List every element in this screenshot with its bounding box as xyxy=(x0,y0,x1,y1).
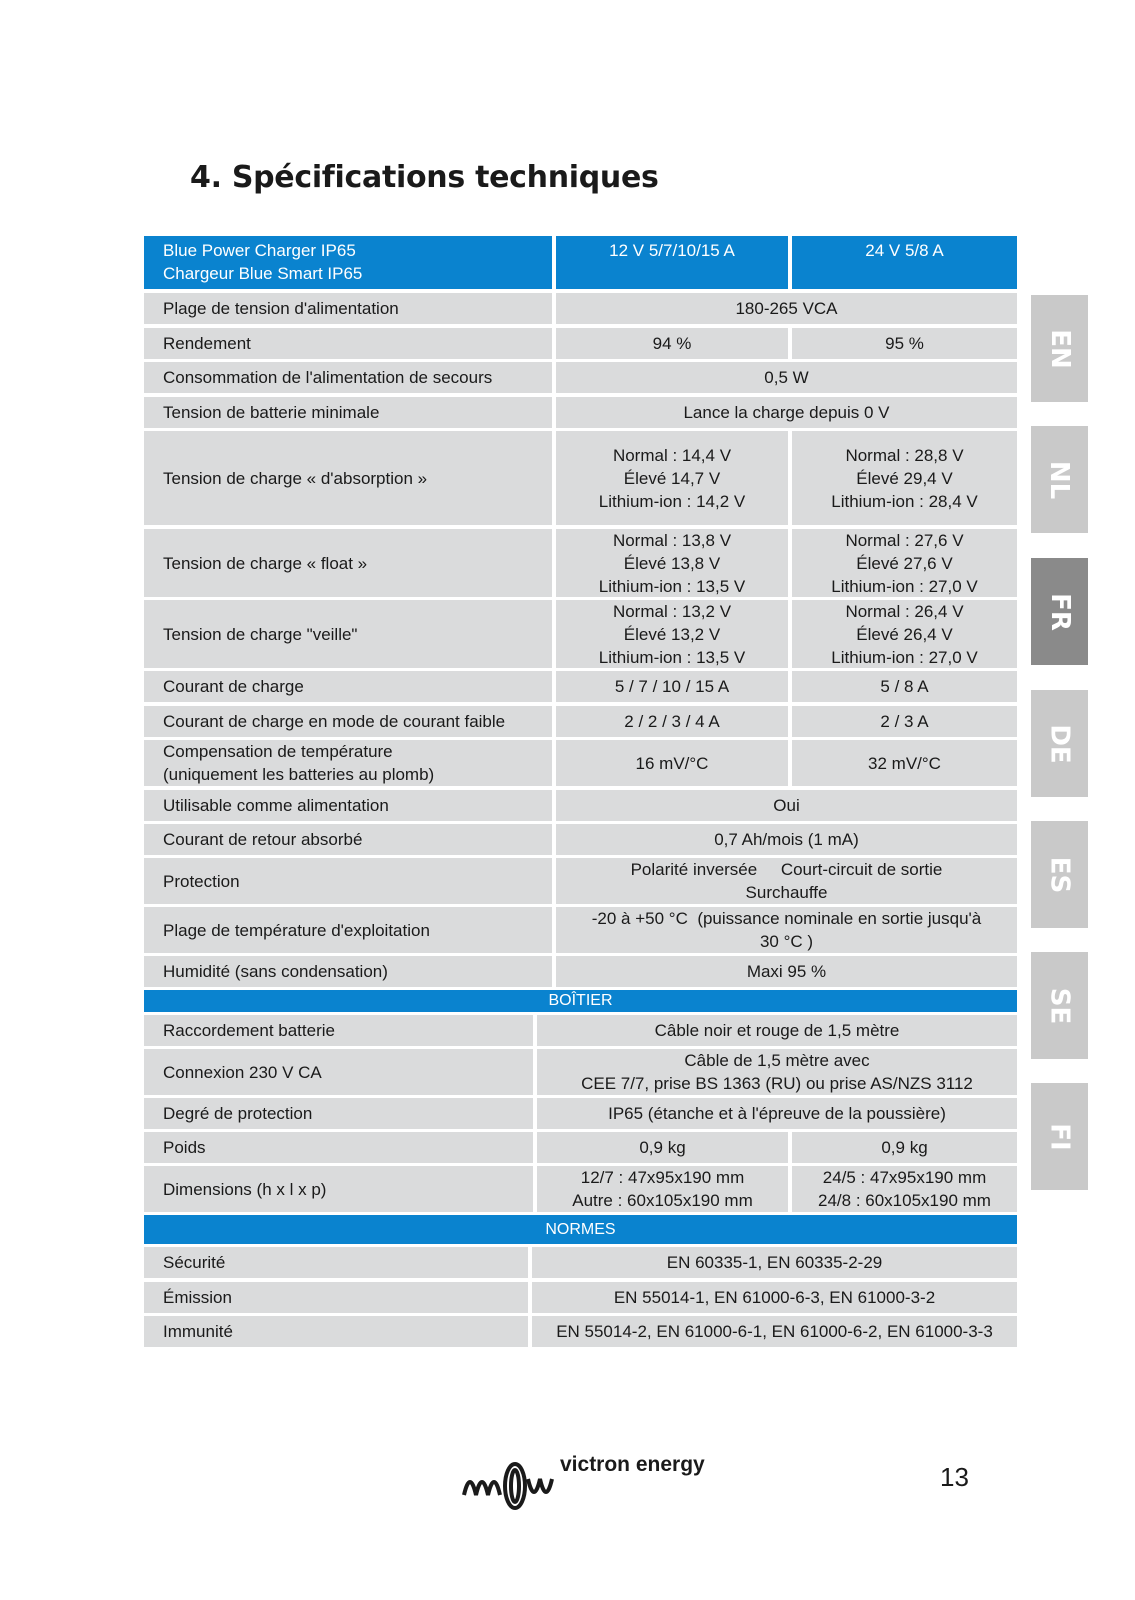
brand-name: victron energy xyxy=(560,1453,705,1476)
row-value-24v: 5 / 8 A xyxy=(792,671,1017,702)
value-line: 12/7 : 47x95x190 mm xyxy=(580,1168,745,1187)
row-value: Câble noir et rouge de 1,5 mètre xyxy=(537,1015,1017,1046)
row-value-24v xyxy=(792,600,1017,668)
header-product xyxy=(144,236,552,289)
value-line: Normal : 27,6 V xyxy=(845,530,964,550)
row-value-24v xyxy=(792,529,1017,597)
table-header xyxy=(144,236,1017,289)
value-line: Élevé 27,6 V xyxy=(856,553,953,573)
lang-tab-label: ES xyxy=(1044,856,1075,893)
lang-tab-label: NL xyxy=(1044,460,1075,499)
table-row xyxy=(144,1049,1017,1095)
row-label: Plage de tension d'alimentation xyxy=(144,293,552,324)
row-value: 180-265 VCA xyxy=(556,293,1017,324)
lang-tab-es[interactable] xyxy=(1031,821,1088,928)
value-line: CEE 7/7, prise BS 1363 (RU) ou prise AS/NZS 3112 xyxy=(581,1074,973,1093)
lang-tab-label: FI xyxy=(1044,1122,1075,1151)
value-line: Câble de 1,5 mètre avec xyxy=(684,1051,870,1070)
row-label: Protection xyxy=(144,858,552,904)
value-line: Autre : 60x105x190 mm xyxy=(572,1191,753,1210)
table-row xyxy=(144,1282,1017,1313)
table-row xyxy=(144,956,1017,987)
value-line: Polarité inversée Court-circuit de sortie xyxy=(630,860,943,879)
row-value: Lance la charge depuis 0 V xyxy=(556,397,1017,428)
table-row xyxy=(144,1247,1017,1278)
value-line: Élevé 13,8 V xyxy=(623,553,721,573)
table-row xyxy=(144,293,1017,324)
row-value-12v xyxy=(537,1166,788,1212)
row-label: Tension de batterie minimale xyxy=(144,397,552,428)
value-line: -20 à +50 °C (puissance nominale en sortie jusqu'à xyxy=(591,909,982,928)
table-row xyxy=(144,600,1017,668)
header-col-12v: 12 V 5/7/10/15 A xyxy=(556,236,788,289)
value-line: Élevé 13,2 V xyxy=(623,624,721,644)
page-title: 4. Spécifications techniques xyxy=(190,160,659,195)
row-label: Plage de température d'exploitation xyxy=(144,907,552,953)
value-line: Élevé 14,7 V xyxy=(623,468,721,488)
value-line: Lithium-ion : 13,5 V xyxy=(598,647,746,667)
lang-tab-se[interactable] xyxy=(1031,952,1088,1059)
value-line: Lithium-ion : 27,0 V xyxy=(831,647,978,667)
table-row xyxy=(144,397,1017,428)
row-value: Oui xyxy=(556,790,1017,821)
value-line: Normal : 14,4 V xyxy=(612,445,732,465)
lang-tab-label: EN xyxy=(1044,328,1075,369)
table-row xyxy=(144,740,1017,786)
row-label: Humidité (sans condensation) xyxy=(144,956,552,987)
row-label: Tension de charge "veille" xyxy=(144,600,552,668)
value-line: 24/8 : 60x105x190 mm xyxy=(818,1191,991,1210)
row-label: Raccordement batterie xyxy=(144,1015,533,1046)
victron-logo-icon xyxy=(460,1455,555,1517)
product-name-1: Blue Power Charger IP65 xyxy=(163,241,356,260)
lang-tab-en[interactable] xyxy=(1031,295,1088,402)
row-value: EN 55014-2, EN 61000-6-1, EN 61000-6-2, EN 61000-3-3 xyxy=(532,1316,1017,1347)
row-label: Tension de charge « float » xyxy=(144,529,552,597)
value-line: Lithium-ion : 28,4 V xyxy=(831,491,978,511)
row-value: IP65 (étanche et à l'épreuve de la poussière) xyxy=(537,1098,1017,1129)
table-row xyxy=(144,671,1017,702)
row-label: Courant de charge en mode de courant faible xyxy=(144,706,552,737)
value-line: Élevé 26,4 V xyxy=(856,624,953,644)
label-line: (uniquement les batteries au plomb) xyxy=(163,765,435,784)
row-label: Degré de protection xyxy=(144,1098,533,1129)
row-label: Sécurité xyxy=(144,1247,528,1278)
table-row xyxy=(144,1316,1017,1347)
row-value-24v xyxy=(792,1166,1017,1212)
value-line: Lithium-ion : 27,0 V xyxy=(831,576,978,596)
table-row xyxy=(144,858,1017,904)
table-row xyxy=(144,362,1017,393)
row-value-12v: 16 mV/°C xyxy=(556,740,788,786)
row-value-12v: 94 % xyxy=(556,328,788,359)
row-label: Dimensions (h x l x p) xyxy=(144,1166,533,1212)
value-line: Élevé 29,4 V xyxy=(856,468,953,488)
row-value-12v xyxy=(556,431,788,525)
table-row xyxy=(144,706,1017,737)
row-value-24v: 0,9 kg xyxy=(792,1132,1017,1163)
row-value: 0,5 W xyxy=(556,362,1017,393)
table-row xyxy=(144,790,1017,821)
row-label: Poids xyxy=(144,1132,533,1163)
table-row xyxy=(144,328,1017,359)
value-line: Normal : 26,4 V xyxy=(845,601,964,621)
row-value-12v xyxy=(556,600,788,668)
table-row xyxy=(144,1132,1017,1163)
header-col-24v: 24 V 5/8 A xyxy=(792,236,1017,289)
lang-tab-label: FR xyxy=(1044,592,1075,631)
table-row xyxy=(144,907,1017,953)
row-label: Consommation de l'alimentation de secours xyxy=(144,362,552,393)
section-header-normes: NORMES xyxy=(144,1215,1017,1244)
value-line: Lithium-ion : 14,2 V xyxy=(598,491,746,511)
row-label: Immunité xyxy=(144,1316,528,1347)
row-value-24v: 2 / 3 A xyxy=(792,706,1017,737)
row-value-12v: 5 / 7 / 10 / 15 A xyxy=(556,671,788,702)
row-value-24v: 32 mV/°C xyxy=(792,740,1017,786)
row-label: Tension de charge « d'absorption » xyxy=(144,431,552,525)
table-row xyxy=(144,1166,1017,1212)
lang-tab-fr[interactable] xyxy=(1031,558,1088,665)
row-value: Maxi 95 % xyxy=(556,956,1017,987)
row-label xyxy=(144,740,552,786)
row-label: Courant de charge xyxy=(144,671,552,702)
lang-tab-de[interactable] xyxy=(1031,690,1088,797)
table-row xyxy=(144,1098,1017,1129)
row-value-12v xyxy=(556,529,788,597)
row-value-24v: 95 % xyxy=(792,328,1017,359)
row-value-24v xyxy=(792,431,1017,525)
row-label: Courant de retour absorbé xyxy=(144,824,552,855)
row-label: Rendement xyxy=(144,328,552,359)
lang-tab-label: DE xyxy=(1044,723,1075,764)
row-value xyxy=(537,1049,1017,1095)
value-line: Lithium-ion : 13,5 V xyxy=(598,576,746,596)
label-line: Compensation de température xyxy=(163,742,393,761)
table-row xyxy=(144,1015,1017,1046)
table-row xyxy=(144,824,1017,855)
row-value xyxy=(556,858,1017,904)
lang-tab-fi[interactable] xyxy=(1031,1083,1088,1190)
row-label: Émission xyxy=(144,1282,528,1313)
row-value: EN 60335-1, EN 60335-2-29 xyxy=(532,1247,1017,1278)
row-value xyxy=(556,907,1017,953)
lang-tab-label: SE xyxy=(1044,987,1075,1024)
value-line: Normal : 13,2 V xyxy=(612,601,732,621)
row-value-12v: 0,9 kg xyxy=(537,1132,788,1163)
value-line: Normal : 13,8 V xyxy=(612,530,732,550)
value-line: Normal : 28,8 V xyxy=(845,445,964,465)
row-label: Utilisable comme alimentation xyxy=(144,790,552,821)
lang-tab-nl[interactable] xyxy=(1031,426,1088,533)
page-number: 13 xyxy=(940,1462,969,1492)
section-header-boitier: BOÎTIER xyxy=(144,990,1017,1012)
value-line: 30 °C ) xyxy=(759,932,814,951)
value-line: Surchauffe xyxy=(745,883,828,902)
product-name-2: Chargeur Blue Smart IP65 xyxy=(163,264,363,283)
value-line: 24/5 : 47x95x190 mm xyxy=(822,1168,987,1187)
table-row xyxy=(144,431,1017,525)
row-label: Connexion 230 V CA xyxy=(144,1049,533,1095)
row-value: 0,7 Ah/mois (1 mA) xyxy=(556,824,1017,855)
row-value-12v: 2 / 2 / 3 / 4 A xyxy=(556,706,788,737)
table-row xyxy=(144,529,1017,597)
row-value: EN 55014-1, EN 61000-6-3, EN 61000-3-2 xyxy=(532,1282,1017,1313)
